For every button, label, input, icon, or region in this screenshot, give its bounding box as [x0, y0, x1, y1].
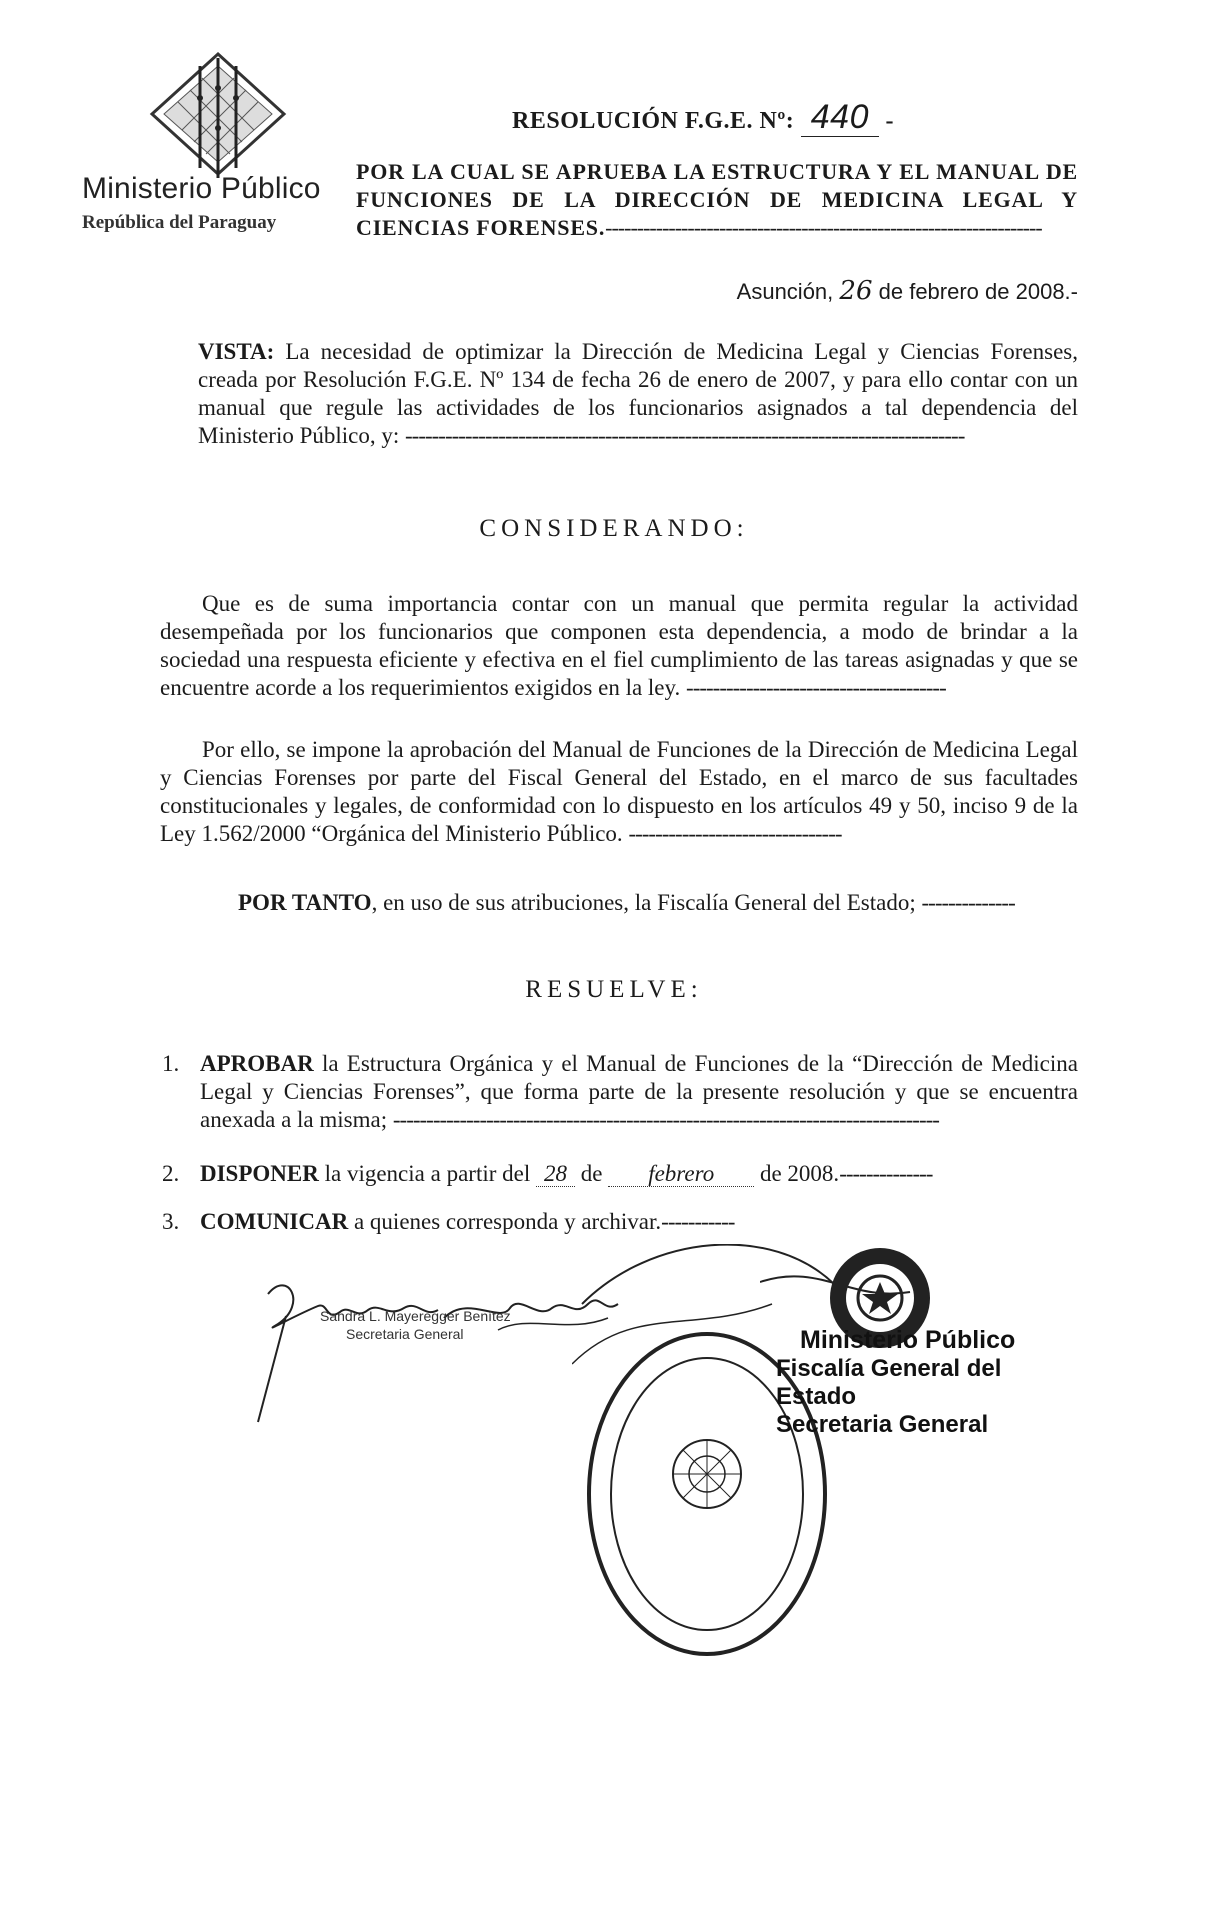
resuelve-item-2 — [162, 1160, 1078, 1188]
subject-dashes: --------------------------------------------------------------------- — [605, 215, 1042, 240]
item-text: a quienes corresponda y archivar. — [348, 1209, 662, 1234]
item-keyword: COMUNICAR — [200, 1209, 349, 1234]
ministerio-publico-emblem — [128, 48, 308, 188]
considerando-paragraph-2 — [160, 736, 1078, 848]
date-suffix: de febrero de 2008.- — [878, 279, 1078, 304]
secretaria-stamp — [766, 1326, 1086, 1439]
resolution-label: RESOLUCIÓN F.G.E. Nº: — [512, 108, 795, 134]
institution-country: República del Paraguay — [82, 212, 277, 233]
item-number: 1. — [162, 1051, 180, 1076]
institution-name: Ministerio Público — [82, 172, 321, 205]
por-tanto-paragraph — [238, 890, 1078, 916]
item-day: 28 — [536, 1161, 575, 1187]
signer-name: Sandra L. Mayeregger Benítez — [320, 1308, 511, 1324]
resolution-suffix: - — [885, 108, 894, 134]
item-text: la Estructura Orgánica y el Manual de Funciones de la “Dirección de Medicina Legal y Ciencias Forenses”, que forma parte de la presente resolución y que se encuentra anexada a la misma; — [200, 1051, 1078, 1132]
por-tanto-label: POR TANTO — [238, 890, 372, 915]
stamp-line-1: Ministerio Público — [800, 1326, 1016, 1354]
resolution-number: 440 — [801, 98, 879, 137]
date-prefix: Asunción, — [736, 279, 834, 304]
item-keyword: APROBAR — [200, 1051, 314, 1076]
por-tanto-text: , en uso de sus atribuciones, la Fiscalía General del Estado; — [371, 890, 922, 915]
item-month: febrero — [608, 1161, 754, 1187]
vista-text: La necesidad de optimizar la Dirección de Medicina Legal y Ciencias Forenses, creada por Resolución F.G.E. Nº 134 de fecha 26 de enero de 2007, y para ello contar con un manual que regule las actividades de los funcionarios asignados a tal dependencia del Ministerio Público, y: — [198, 339, 1078, 448]
considerando-paragraph-1 — [160, 590, 1078, 702]
resolution-title — [512, 98, 894, 137]
paragraph-2-dashes: -------------------------------- — [628, 821, 842, 846]
item-text: de 2008. — [754, 1161, 840, 1186]
considerando-paragraph-1-text: Que es de suma importancia contar con un manual que permita regular la actividad desempeñada por los funcionarios que componen esta dependencia, a modo de brindar a la sociedad una respuesta eficiente y efectiva en el fiel cumplimiento de las tareas asignadas y que se encuentre acorde a los requerimientos exigidos en la ley. — [160, 591, 1078, 700]
item-keyword: DISPONER — [200, 1161, 319, 1186]
resuelve-heading: RESUELVE: — [525, 976, 703, 1003]
item-dashes: -------------- — [839, 1161, 933, 1186]
considerando-heading: CONSIDERANDO: — [479, 515, 749, 542]
signer-role: Secretaria General — [346, 1326, 464, 1342]
resolution-subject — [356, 158, 1078, 242]
date-day: 26 — [839, 276, 873, 306]
vista-dashes: ------------------------------------------------------------------------------------ — [405, 423, 965, 448]
item-number: 3. — [162, 1209, 180, 1234]
vista-label: VISTA: — [198, 339, 275, 364]
stamp-line-2: Fiscalía General del Estado — [776, 1355, 1002, 1410]
date-line — [737, 276, 1078, 306]
item-dashes: ----------- — [661, 1209, 735, 1234]
item-text: de — [574, 1161, 609, 1186]
resolution-subject-text: POR LA CUAL SE APRUEBA LA ESTRUCTURA Y EL MANUAL DE FUNCIONES DE LA DIRECCIÓN DE MEDICINA LEGAL Y CIENCIAS FORENSES. — [356, 159, 1078, 240]
item-number: 2. — [162, 1161, 180, 1186]
vista-paragraph — [198, 338, 1078, 450]
item-text: la vigencia a partir del — [318, 1161, 536, 1186]
resuelve-item-1 — [162, 1050, 1078, 1134]
stamp-line-3: Secretaria General — [776, 1411, 989, 1438]
item-dashes: ---------------------------------------------------------------------------------- — [392, 1107, 939, 1132]
paragraph-1-dashes: --------------------------------------- — [686, 675, 946, 700]
resuelve-item-3 — [162, 1208, 1078, 1236]
considerando-paragraph-2-text: Por ello, se impone la aprobación del Manual de Funciones de la Dirección de Medicina Legal y Ciencias Forenses por parte del Fiscal General del Estado, en el marco de sus facultades constitucionales y legales, de conformidad con lo dispuesto en los artículos 49 y 50, inciso 9 de la Ley 1.562/2000 “Orgánica del Ministerio Público. — [160, 737, 1078, 846]
por-tanto-dashes: -------------- — [921, 890, 1015, 915]
